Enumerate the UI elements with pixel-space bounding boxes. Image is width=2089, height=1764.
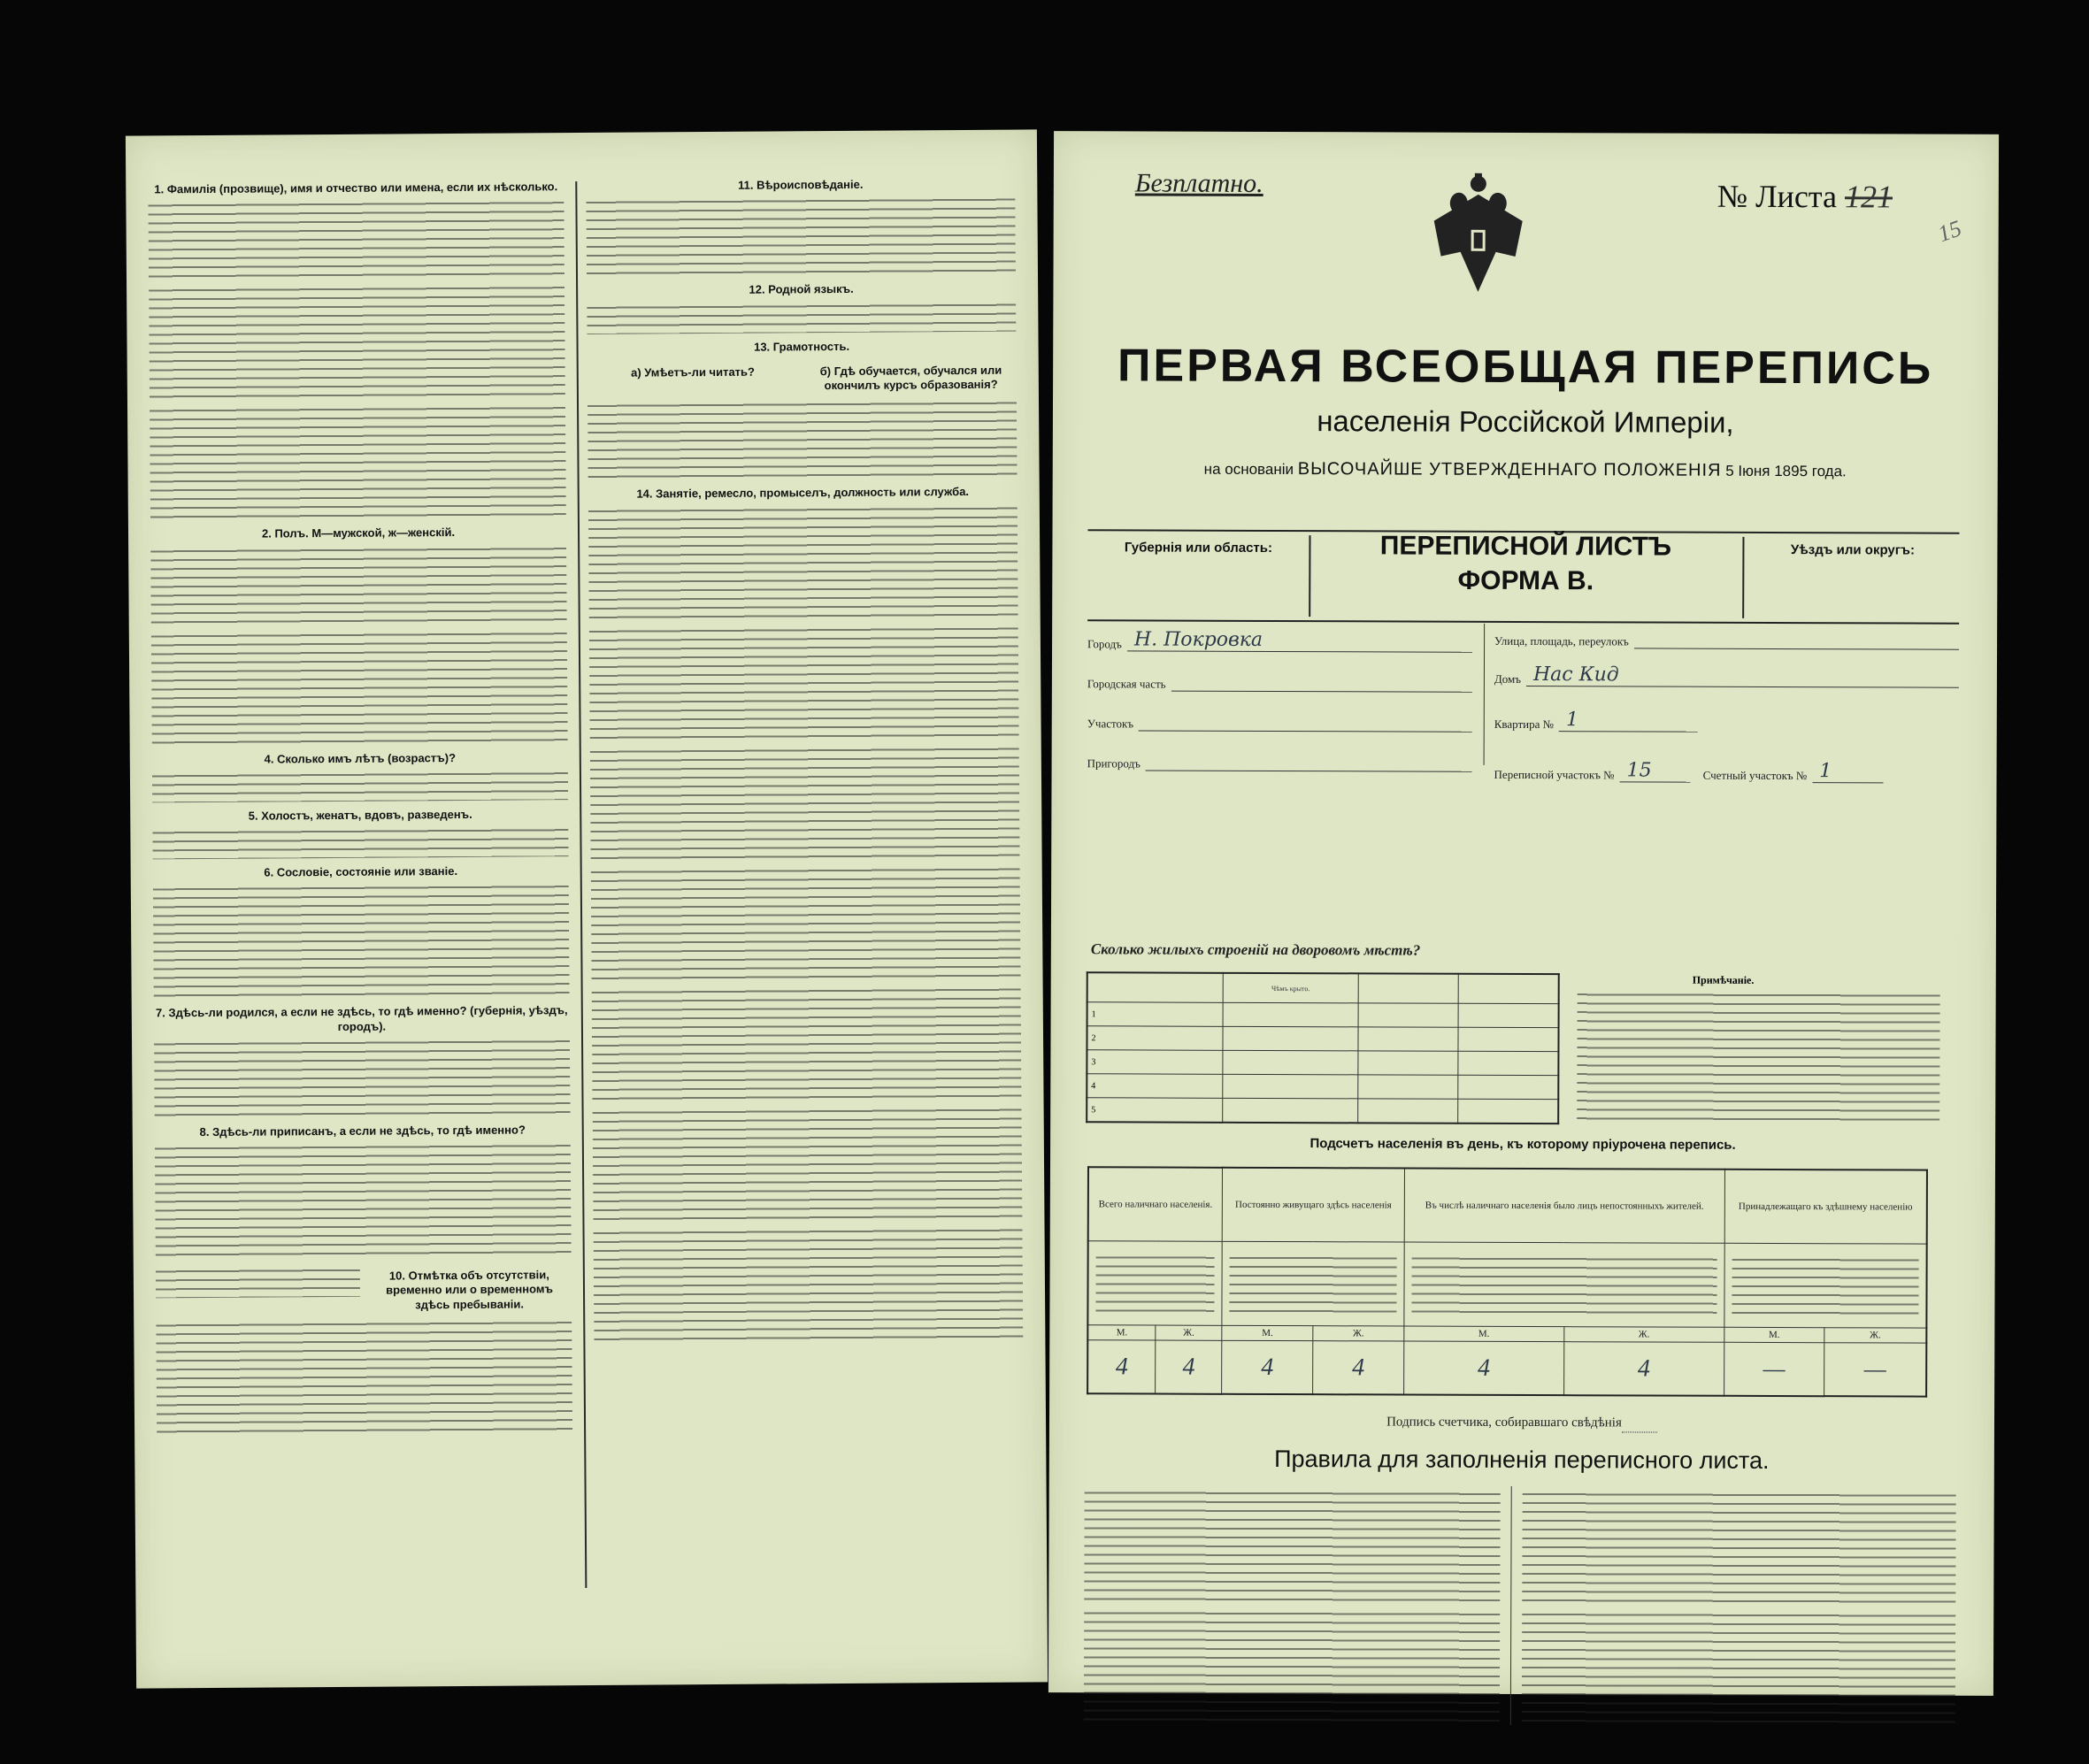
field-precinct — [1087, 710, 1472, 732]
legal-basis — [1053, 458, 1998, 482]
location-fields-right — [1494, 628, 1960, 784]
pop-desc — [1230, 1253, 1397, 1315]
field-apartment-label: Квартира № — [1494, 717, 1555, 732]
text-block — [152, 768, 568, 802]
note-block — [1577, 973, 1940, 1128]
row-number: 5 — [1087, 1098, 1223, 1123]
double-headed-eagle-emblem — [1425, 168, 1532, 301]
text-block — [588, 398, 1018, 480]
section-heading: 5. Холостъ, женатъ, вдовъ, разведенъ. — [248, 807, 472, 823]
basis-prefix: на основаніи — [1203, 460, 1294, 479]
section-heading: 4. Сколько имъ лѣтъ (возрастъ)? — [264, 750, 457, 766]
right-page — [1048, 131, 1999, 1696]
corner-handwriting: 15 — [1934, 215, 1965, 248]
text-block — [592, 984, 1022, 1101]
signature-label: Подпись счетчика, собиравшаго свѣдѣнія — [1386, 1415, 1622, 1430]
field-city-part-label: Городская часть — [1087, 677, 1166, 691]
text-block — [1522, 1489, 1955, 1606]
row-number: 1 — [1087, 1002, 1224, 1027]
location-fields-left — [1087, 628, 1473, 772]
signature-value — [1622, 1407, 1657, 1432]
text-block — [153, 881, 570, 999]
rules-divider — [1510, 1486, 1512, 1725]
left-page — [126, 129, 1048, 1688]
sex-label: М. — [1087, 1325, 1156, 1340]
pop-value: — — [1724, 1342, 1824, 1396]
gubernia-box — [1087, 534, 1310, 617]
text-block — [1522, 1609, 1955, 1726]
sex-label: Ж. — [1564, 1327, 1724, 1343]
left-column-1 — [148, 173, 573, 1591]
sheet-number-label: № Листа — [1717, 178, 1838, 215]
text-block — [152, 824, 568, 859]
text-block — [593, 1104, 1023, 1222]
text-block — [148, 197, 564, 280]
text-block — [590, 743, 1020, 861]
pop-desc — [1411, 1254, 1717, 1316]
pop-value: 4 — [1222, 1340, 1313, 1394]
sex-label: М. — [1404, 1326, 1564, 1342]
buildings-table — [1086, 971, 1560, 1124]
section-heading: 14. Занятіе, ремесло, промыселъ, должность или служба. — [636, 485, 970, 501]
row-number: 2 — [1087, 1026, 1223, 1051]
census-section-label: Переписной участокъ № — [1494, 767, 1615, 782]
sheet-title — [1317, 528, 1733, 599]
text-block — [1084, 1607, 1500, 1724]
pop-value: 4 — [1563, 1342, 1724, 1396]
rules-column-2 — [1522, 1486, 1956, 1731]
pop-col-temporary: Въ числѣ наличнаго населенія было лицъ непостоянныхъ жителей. — [1404, 1169, 1724, 1244]
table-row — [1087, 1026, 1558, 1052]
column-divider — [575, 181, 587, 1588]
left-column-2 — [586, 170, 1025, 1588]
field-city-value: Н. Покровка — [1133, 628, 1263, 651]
sex-label: Ж. — [1156, 1325, 1222, 1340]
field-street — [1494, 628, 1959, 650]
note-title: Примѣчаніе. — [1692, 973, 1755, 986]
counting-section-label: Счетный участокъ № — [1702, 768, 1808, 783]
text-block — [587, 299, 1016, 334]
field-city-part — [1087, 671, 1472, 693]
section-heading: 10. Отмѣтка объ отсутствіи, временно или о временномъ здѣсь пребываніи. — [385, 1268, 554, 1311]
rules-title: Правила для заполненія переписного листа. — [1274, 1446, 1770, 1474]
field-city — [1087, 628, 1472, 653]
buildings-col-header — [1458, 974, 1559, 1004]
section-heading: 6. Сословіе, состояніе или званіе. — [264, 864, 458, 879]
pop-desc — [1095, 1252, 1214, 1314]
section-heading: 11. Вѣроисповѣданіе. — [738, 177, 864, 192]
basis-date: 5 Іюня 1895 года. — [1725, 462, 1847, 480]
section-heading: 1. Фамилія (прозвище), имя и отчество или имена, если их нѣсколько. — [154, 180, 558, 196]
text-block — [594, 1224, 1024, 1342]
pop-value: — — [1824, 1343, 1927, 1397]
sheet-title-line-1: ПЕРЕПИСНОЙ ЛИСТЪ — [1379, 531, 1672, 562]
text-block — [1084, 1487, 1500, 1604]
section-heading: б) Гдѣ обучается, обучался или окончилъ курсъ образованія? — [819, 363, 1002, 393]
table-row — [1087, 1098, 1558, 1124]
sex-label: М. — [1724, 1327, 1824, 1342]
sheet-number — [1717, 178, 1893, 216]
sex-label: Ж. — [1824, 1328, 1926, 1343]
uezd-label: Уѣздъ или округъ: — [1790, 542, 1915, 558]
uezd-box — [1742, 537, 1961, 619]
sex-label: М. — [1222, 1325, 1313, 1340]
text-block — [150, 543, 567, 625]
document-subtitle: населенія Россійской Имперіи, — [1317, 404, 1734, 439]
text-block — [149, 282, 565, 400]
section-heading: 13. Грамотность. — [754, 339, 850, 354]
text-block — [151, 628, 568, 746]
section-heading: 12. Родной языкъ. — [749, 282, 854, 296]
text-block — [154, 1036, 571, 1118]
text-block — [156, 1265, 360, 1299]
text-block — [588, 502, 1018, 620]
row-number: 3 — [1087, 1050, 1223, 1075]
sex-label: Ж. — [1313, 1326, 1404, 1341]
field-suburb-label: Пригородъ — [1087, 756, 1141, 771]
pop-col-total: Всего наличнаго населенія. — [1088, 1167, 1223, 1241]
basis-caps: ВЫСОЧАЙШЕ УТВЕРЖДЕННАГО ПОЛОЖЕНІЯ — [1297, 459, 1722, 480]
rules-column-1 — [1084, 1484, 1501, 1729]
field-house-label: Домъ — [1494, 671, 1522, 686]
pop-value: 4 — [1156, 1340, 1222, 1394]
field-street-label: Улица, площадь, переулокъ — [1494, 633, 1629, 648]
text-block — [589, 623, 1019, 740]
pop-col-permanent: Постоянно живущаго здѣсь населенія — [1222, 1168, 1404, 1242]
buildings-question: Сколько жилыхъ строеній на дворовомъ мѣстѣ? — [1090, 940, 1421, 959]
buildings-col-header — [1358, 973, 1458, 1003]
pop-col-belonging: Принадлежащаго къ здѣшнему населенію — [1724, 1170, 1927, 1244]
table-row — [1087, 1050, 1558, 1076]
pop-value: 4 — [1313, 1341, 1404, 1395]
field-sections — [1494, 759, 1959, 784]
pop-value: 4 — [1087, 1340, 1156, 1394]
population-table — [1087, 1166, 1928, 1397]
row-number: 4 — [1087, 1074, 1223, 1099]
buildings-col-header: Чѣмъ крыто. — [1223, 973, 1358, 1003]
field-apartment-value: 1 — [1566, 709, 1579, 732]
section-heading: 8. Здѣсь-ли приписанъ, а если не здѣсь, то гдѣ именно? — [199, 1123, 526, 1139]
text-block — [156, 1317, 572, 1435]
field-house — [1494, 663, 1959, 688]
counting-section-value: 1 — [1819, 760, 1832, 783]
pop-desc — [1732, 1254, 1919, 1317]
document-title: ПЕРВАЯ ВСЕОБЩАЯ ПЕРЕПИСЬ — [1117, 340, 1934, 395]
sheet-title-line-2: ФОРМА В. — [1457, 565, 1594, 596]
field-city-label: Городъ — [1087, 637, 1122, 651]
section-heading: 7. Здѣсь-ли родился, а если не здѣсь, то гдѣ именно? (губернія, уѣздъ, городъ). — [155, 1003, 568, 1033]
fields-divider — [1484, 624, 1486, 765]
section-heading: а) Умѣетъ-ли читать? — [631, 364, 756, 380]
text-block — [586, 195, 1016, 277]
enumerator-signature — [1049, 1405, 1994, 1433]
text-block — [150, 403, 566, 520]
field-house-value: Нас Кид — [1532, 663, 1619, 686]
text-block — [155, 1140, 572, 1258]
field-suburb — [1087, 750, 1472, 772]
table-row — [1087, 1002, 1559, 1028]
section-heading: 2. Полъ. М—мужской, ж—женскій. — [261, 525, 456, 541]
field-apartment — [1494, 711, 1698, 732]
population-header: Подсчетъ населенія въ день, къ которому пріурочена перепись. — [1309, 1136, 1736, 1153]
table-row — [1087, 1074, 1558, 1100]
gubernia-label: Губернія или область: — [1124, 540, 1273, 556]
text-block — [591, 863, 1021, 981]
free-label: Безплатно. — [1134, 168, 1263, 198]
field-precinct-label: Участокъ — [1087, 717, 1134, 731]
buildings-col-header — [1087, 972, 1224, 1002]
pop-value: 4 — [1403, 1341, 1563, 1395]
note-text — [1577, 989, 1940, 1123]
census-section-value: 15 — [1626, 759, 1652, 782]
sheet-number-value: 121 — [1844, 179, 1893, 215]
